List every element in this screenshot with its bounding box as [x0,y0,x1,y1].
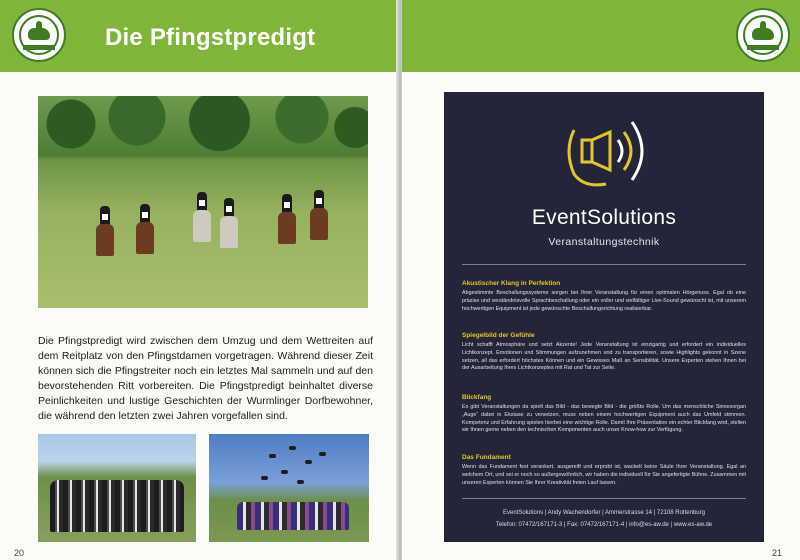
ad-contact-phone: Telefon: 07472/167171-3 | Fax: 07472/167171-4 | info@es-aw.de | www.es-aw.de [495,522,713,528]
brand-name: EventSolutions [531,206,677,229]
ad-section-light [462,332,746,373]
riders-photo [38,96,368,308]
ad-section-text: Es gibt Veranstaltungen da spielt das Bild - das bewegte Bild - die größte Rolle. Um das menschliche Sinnesorgan „Auge“ dabei in Ekstase zu versetzen, muss neben einem hochwertigen Equipment auch das Umfeld stimmen. Kompetenz und Erfahrung spielen hierbei eine wichtige Rolle. Damit Ihre Präsentation ein echter Blickfang wird, stellen wir Ihnen gerne neben den technischen Komponenten auch unser Know-how zur Verfügung. [462,404,746,434]
eventsolutions-ad [444,92,764,542]
ad-section-heading: Akustischer Klang in Perfektion [462,280,561,287]
brand-subtitle: Veranstaltungstechnik [548,236,660,248]
club-emblem-icon-right [736,8,790,62]
right-page [402,0,800,560]
club-emblem-icon [12,8,66,62]
left-page [0,0,398,560]
ad-contact-address: EventSolutions | Andy Wachendorfer | Ammerstrasse 14 | 72108 Rottenburg [503,510,705,516]
ad-section-text: Abgestimmte Beschallungssysteme sorgen bei Ihrer Veranstaltung für einen optimalen Hörgenuss. Egal ob eine präzise und verständnisvolle Sprachbeschallung oder ein voller und vielfältiger Live-Sound gewünscht ist, mit unserem hochwertigen Equipment ist jede gewünschte Beschallungsrichtung realisierbar. [462,290,746,312]
ad-divider [462,264,746,265]
ad-section-heading: Spiegelbild der Gefühle [462,332,535,339]
page-title: Die Pfingstpredigt [105,24,316,51]
hat-toss-photo [209,434,369,542]
footer-divider [462,498,746,499]
page-number-right: 21 [771,548,782,558]
page-number-left: 20 [14,548,25,558]
speaker-logo-icon [554,100,664,200]
ad-section-heading: Blickfang [462,394,492,401]
article-body: Die Pfingstpredigt wird zwischen dem Umzug und dem Wettreiten auf dem Reitplatz von den Pfingstdamen vorgetragen. Während dieser Zeit können sich die Pfingstreiter noch ein letztes Mal sammeln und auf den bevorstehenden Ritt vorbereiten. Die Pfingstpredigt beinhaltet diverse Peinlichkeiten und lustige Geschichten der Wurmlinger Dorfbewohner, die während den letzten zwei Jahren vorgefallen sind. [38,335,373,422]
ad-section-text: Wenn das Fundament fest verankert, ausgereift und erprobt ist, wackelt keine Säule Ihrer Veranstaltung. Egal an welchem Ort, und sei er noch so außergewöhnlich, wir haben die individuell für Sie angefertigte Bühne. Zusammen mit unseren Experten können Sie Ihrer Kreativität freien Lauf lassen. [462,464,746,486]
ad-section-heading: Das Fundament [462,454,511,461]
ad-section-sound [462,280,746,313]
ad-section-stage [462,454,746,487]
ad-section-visual [462,394,746,435]
ad-section-text: Licht schafft Atmosphäre und setzt Akzente! Jede Veranstaltung ist einzigartig und erfordert ein individuelles Lichtkonzept. Emotionen und Stimmungen aufzunehmen und zu transportieren, sowie Highlights gekonnt in Szene setzen, all das erfordert höchstes Können und ein Gewisses Maß an Sensibilität. Unsere Experten stehen Ihnen bei der Ausarbeitung Ihres Lichtkonzeptes mit Rat und Tat zur Seite. [462,342,746,372]
gathering-photo [38,434,196,542]
